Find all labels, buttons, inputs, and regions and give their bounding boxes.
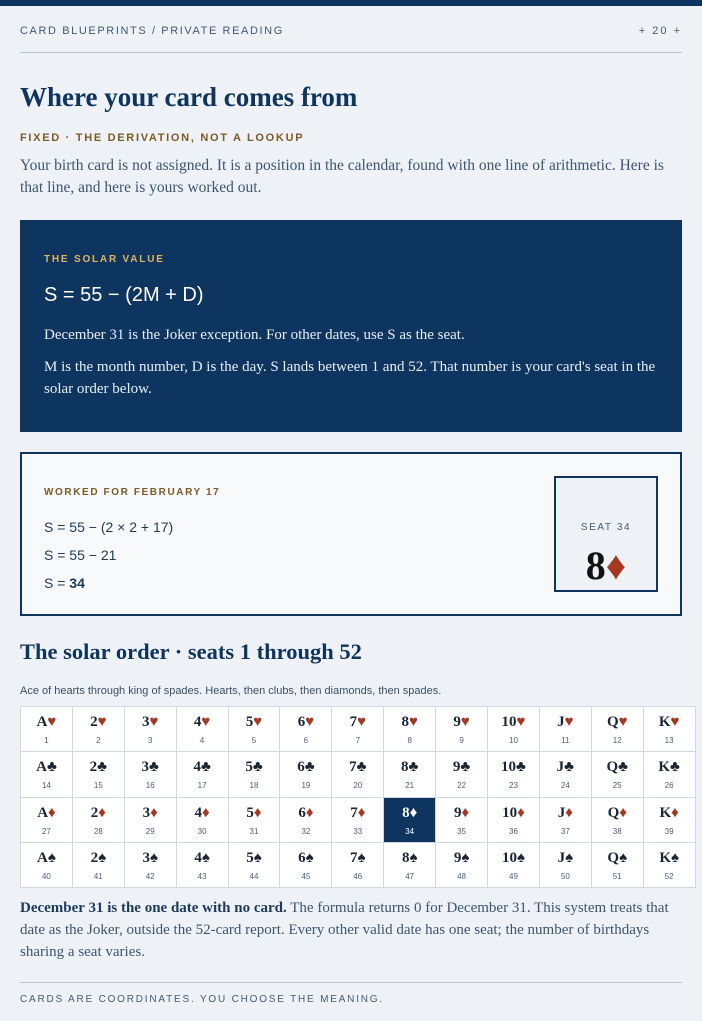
card-rank: 5 (246, 849, 254, 866)
card-label (280, 758, 331, 776)
card-label (436, 849, 487, 867)
card-rank: 2 (90, 804, 99, 821)
grid-cell (280, 707, 332, 752)
suit-icon: ♣ (670, 759, 680, 776)
footnote-text: The formula returns 0 for December 31. This system treats that date as the Joker, outside the 52-card report. Every other valid date has one seat; the number of birthdays sharing a seat varies. (20, 900, 669, 960)
card-label (644, 758, 695, 776)
card-rank: A (37, 804, 49, 821)
grid-cell (228, 707, 280, 752)
card-label (177, 713, 228, 731)
suit-icon: ♥ (305, 714, 315, 730)
grid-cell (332, 842, 384, 887)
suit-icon: ♥ (357, 714, 366, 730)
card-label (21, 758, 72, 776)
grid-cell (176, 707, 228, 752)
suit-icon: ♣ (460, 759, 471, 776)
seat-number: 17 (197, 781, 207, 791)
seat-number: 13 (664, 736, 674, 745)
card-label (177, 758, 228, 776)
suit-icon: ♠ (305, 849, 314, 866)
card-rank: 6 (297, 759, 305, 776)
card-label (229, 758, 280, 776)
grid-cell (332, 752, 384, 797)
card-rank: 5 (246, 804, 254, 821)
grid-cell (436, 797, 488, 842)
suit-icon: ♣ (356, 759, 367, 776)
grid-cell (124, 842, 176, 887)
seat-card-rank: 8 (585, 543, 606, 588)
grid-cell (591, 707, 643, 752)
seat-card (556, 544, 656, 588)
grid-cell (643, 842, 695, 887)
suit-icon: ♦ (305, 804, 314, 821)
seat-number: 9 (459, 736, 464, 745)
suit-icon: ♠ (98, 849, 107, 866)
card-rank: 2 (89, 759, 98, 776)
suit-icon: ♣ (149, 759, 159, 776)
footer-divider (20, 982, 682, 983)
card-label (384, 713, 435, 731)
suit-icon: ♥ (460, 714, 470, 730)
seat-number: 46 (353, 871, 363, 881)
grid-cell (384, 797, 436, 842)
grid-row (21, 707, 696, 752)
seat-number: 31 (249, 826, 259, 836)
card-rank: K (658, 759, 671, 776)
suit-icon: ♠ (201, 849, 210, 866)
grid-cell (488, 842, 540, 887)
card-label (384, 849, 435, 867)
suit-icon: ♣ (516, 759, 526, 776)
suit-icon: ♥ (201, 714, 211, 730)
card-label (592, 713, 643, 731)
seat-number: 19 (301, 781, 311, 791)
seat-number: 27 (41, 826, 51, 836)
grid-cell (488, 752, 540, 797)
intro-paragraph: Your birth card is not assigned. It is a position in the calendar, found with one line of arithmetic. Here is that line, and here is yours worked out. (20, 157, 664, 196)
card-label (540, 849, 591, 867)
card-rank: 9 (453, 804, 462, 821)
card-label (644, 713, 695, 731)
card-rank: 7 (349, 714, 358, 730)
grid-cell (436, 752, 488, 797)
suit-icon: ♣ (46, 759, 57, 776)
seat-number: 43 (197, 871, 207, 881)
card-label (229, 849, 280, 867)
card-rank: 3 (142, 804, 151, 821)
worked-example-kicker: WORKED FOR FEBRUARY 17 (44, 487, 221, 498)
card-label (384, 804, 435, 822)
card-label (177, 804, 228, 822)
solar-order-grid (20, 706, 696, 888)
grid-cell (21, 842, 73, 887)
suit-icon: ♦ (671, 804, 679, 821)
seat-number: 39 (664, 826, 674, 836)
footnote-lead: December 31 is the one date with no card. (20, 900, 287, 916)
card-rank: 7 (350, 849, 358, 866)
suit-icon: ♣ (304, 759, 315, 776)
brand-breadcrumb: CARD BLUEPRINTS / PRIVATE READING (20, 25, 284, 37)
header-divider (20, 52, 682, 53)
seat-number: 37 (560, 826, 570, 836)
card-rank: Q (606, 714, 619, 730)
seat-number: 35 (457, 826, 467, 836)
seat-number: 23 (509, 781, 518, 791)
solar-value-panel (20, 220, 682, 432)
card-rank: 4 (194, 804, 203, 821)
suit-icon: ♦ (202, 804, 210, 821)
suit-icon: ♦ (357, 804, 366, 821)
suit-icon: ♠ (357, 849, 366, 866)
grid-cell (488, 707, 540, 752)
seat-number: 12 (612, 736, 622, 745)
suit-icon: ♦ (565, 804, 573, 821)
seat-number: 44 (249, 871, 259, 881)
seat-number: 49 (509, 871, 518, 881)
card-label (592, 758, 643, 776)
card-rank: 8 (401, 714, 409, 730)
card-rank: 8 (401, 849, 410, 866)
worked-step-3 (44, 575, 85, 591)
card-label (488, 758, 539, 776)
seat-number: 2 (96, 736, 101, 745)
card-label (73, 758, 124, 776)
card-label (21, 849, 72, 867)
page-header (20, 25, 682, 39)
card-label (332, 804, 383, 822)
seat-number: 28 (93, 826, 103, 836)
joker-exception-text: December 31 is the Joker exception. For other dates, use S as the seat. (44, 327, 465, 343)
suit-icon: ♣ (200, 759, 211, 776)
card-label (229, 713, 280, 731)
grid-cell (643, 707, 695, 752)
page-footer: CARDS ARE COORDINATES. YOU CHOOSE THE MEANING. (20, 994, 384, 1005)
card-rank: K (658, 714, 671, 730)
solar-formula: S = 55 − (2M + D) (44, 284, 204, 306)
card-rank: Q (607, 849, 620, 866)
suit-icon: ♣ (408, 759, 419, 776)
seat-number: 10 (509, 736, 518, 745)
card-rank: K (659, 804, 672, 821)
suit-icon: ♠ (409, 849, 418, 866)
seat-number: 29 (145, 826, 155, 836)
card-label (436, 804, 487, 822)
grid-cell (72, 752, 124, 797)
grid-cell (488, 797, 540, 842)
card-label (592, 804, 643, 822)
suit-icon: ♥ (618, 714, 628, 730)
card-rank: 6 (298, 804, 306, 821)
worked-step-1: S = 55 − (2 × 2 + 17) (44, 519, 174, 535)
seat-number: 50 (560, 871, 570, 881)
grid-cell (332, 797, 384, 842)
seat-number: 42 (145, 871, 155, 881)
card-rank: 10 (501, 759, 517, 776)
card-rank: 5 (245, 714, 254, 730)
seat-number: 52 (664, 871, 674, 881)
card-rank: 10 (502, 804, 518, 821)
seat-number: 33 (353, 826, 363, 836)
grid-cell (124, 707, 176, 752)
card-label (436, 758, 487, 776)
top-accent-bar (0, 0, 702, 6)
seat-number: 3 (148, 736, 153, 745)
suit-icon: ♣ (618, 759, 628, 776)
grid-cell (436, 707, 488, 752)
card-rank: 5 (245, 759, 253, 776)
grid-cell (72, 797, 124, 842)
card-label (540, 804, 591, 822)
grid-cell (280, 842, 332, 887)
card-label (177, 849, 228, 867)
card-label (125, 849, 176, 867)
grid-cell (384, 752, 436, 797)
seat-number: 16 (145, 781, 155, 791)
card-rank: J (556, 759, 565, 776)
card-label (436, 713, 487, 731)
seat-number: 14 (41, 781, 51, 791)
suit-icon: ♥ (408, 714, 418, 730)
grid-cell (72, 842, 124, 887)
card-label (21, 713, 72, 731)
card-label (280, 804, 331, 822)
grid-cell (539, 752, 591, 797)
card-label (592, 849, 643, 867)
section-eyebrow: FIXED · THE DERIVATION, NOT A LOOKUP (20, 132, 305, 144)
grid-cell (384, 842, 436, 887)
suit-icon: ♠ (565, 849, 574, 866)
grid-cell (21, 797, 73, 842)
card-rank: 3 (142, 849, 150, 866)
seat-number: 32 (301, 826, 311, 836)
card-label (125, 758, 176, 776)
suit-icon: ♠ (253, 849, 262, 866)
seat-number: 34 (405, 826, 415, 836)
card-label (384, 758, 435, 776)
suit-icon: ♦ (517, 804, 525, 821)
seat-number: 20 (353, 781, 363, 791)
card-rank: 2 (90, 849, 99, 866)
suit-icon: ♦ (150, 804, 158, 821)
suit-icon: ♦ (48, 804, 56, 821)
suit-icon: ♠ (149, 849, 158, 866)
card-label (125, 713, 176, 731)
card-rank: 10 (501, 714, 517, 730)
suit-icon: ♦ (619, 804, 627, 821)
seat-number: 11 (561, 736, 570, 745)
suit-icon: ♠ (461, 849, 470, 866)
card-rank: 10 (501, 849, 517, 866)
grid-cell (539, 842, 591, 887)
worked-step-3-prefix: S = (44, 575, 70, 591)
suit-icon: ♥ (670, 714, 680, 730)
card-label (280, 713, 331, 731)
seat-number: 1 (44, 736, 49, 745)
grid-row (21, 752, 696, 797)
card-rank: J (557, 714, 565, 730)
card-rank: 6 (298, 849, 306, 866)
card-label (332, 849, 383, 867)
seat-number: 47 (405, 871, 415, 881)
seat-number: 41 (93, 871, 103, 881)
grid-row (21, 842, 696, 887)
grid-cell (228, 842, 280, 887)
page-title: Where your card comes from (20, 82, 358, 112)
seat-number: 30 (197, 826, 207, 836)
card-rank: A (36, 714, 48, 730)
seat-number: 26 (664, 781, 674, 791)
suit-icon: ♠ (47, 849, 56, 866)
seat-number: 45 (301, 871, 311, 881)
card-rank: 4 (193, 714, 202, 730)
seat-number: 18 (249, 781, 259, 791)
card-rank: K (659, 849, 671, 866)
seat-card-box (554, 476, 658, 592)
suit-icon: ♦ (409, 804, 418, 821)
grid-cell (591, 842, 643, 887)
formula-explanation-text: M is the month number, D is the day. S lands between 1 and 52. That number is your card's seat in the solar order below. (44, 359, 656, 397)
suit-icon: ♠ (670, 849, 679, 866)
grid-cell (21, 752, 73, 797)
card-rank: Q (606, 759, 619, 776)
seat-number: 4 (199, 736, 205, 745)
card-label (73, 804, 124, 822)
card-rank: 2 (90, 714, 98, 730)
card-label (21, 804, 72, 822)
grid-cell (124, 752, 176, 797)
suit-icon: ♦ (98, 804, 106, 821)
seat-number: 15 (93, 781, 103, 791)
card-rank: 3 (142, 714, 150, 730)
card-rank: 8 (402, 804, 410, 821)
grid-cell (176, 842, 228, 887)
worked-example-panel (20, 452, 682, 616)
solar-order-title: The solar order · seats 1 through 52 (20, 639, 362, 664)
card-label (488, 849, 539, 867)
card-rank: J (557, 804, 566, 821)
card-rank: 8 (401, 759, 409, 776)
seat-number: 21 (405, 781, 415, 791)
seat-number: 38 (612, 826, 622, 836)
seat-label: SEAT 34 (580, 522, 632, 533)
seat-number: 24 (560, 781, 570, 791)
seat-number: 36 (509, 826, 518, 836)
grid-cell (591, 797, 643, 842)
seat-number: 48 (457, 871, 467, 881)
card-label (280, 849, 331, 867)
suit-icon: ♥ (516, 714, 526, 730)
seat-number: 22 (457, 781, 467, 791)
diamond-suit-icon: ♦ (605, 543, 627, 588)
card-label (644, 849, 695, 867)
card-rank: Q (607, 804, 620, 821)
card-label (125, 804, 176, 822)
suit-icon: ♥ (253, 714, 263, 730)
page-marker: + 20 + (638, 25, 682, 37)
seat-number: 7 (355, 736, 361, 745)
suit-icon: ♣ (97, 759, 107, 776)
suit-icon: ♣ (564, 759, 575, 776)
suit-icon: ♥ (97, 714, 107, 730)
grid-cell (72, 707, 124, 752)
grid-cell (280, 797, 332, 842)
suit-icon: ♥ (564, 714, 574, 730)
suit-icon: ♥ (149, 714, 159, 730)
grid-cell (21, 707, 73, 752)
grid-cell (228, 752, 280, 797)
card-rank: 3 (141, 759, 150, 776)
grid-cell (176, 797, 228, 842)
grid-cell (591, 752, 643, 797)
card-label (73, 713, 124, 731)
card-label (540, 713, 591, 731)
grid-cell (228, 797, 280, 842)
seat-number: 51 (612, 871, 622, 881)
solar-value-kicker: THE SOLAR VALUE (44, 254, 165, 265)
grid-cell (643, 752, 695, 797)
card-label (488, 713, 539, 731)
grid-cell (539, 707, 591, 752)
grid-cell (176, 752, 228, 797)
grid-row (21, 797, 696, 842)
card-label (332, 758, 383, 776)
card-rank: 7 (349, 759, 357, 776)
grid-cell (539, 797, 591, 842)
card-rank: A (37, 849, 48, 866)
suit-icon: ♦ (253, 804, 262, 821)
suit-icon: ♦ (461, 804, 470, 821)
card-rank: A (36, 759, 47, 776)
card-rank: J (557, 849, 566, 866)
solar-order-note: Ace of hearts through king of spades. Hearts, then clubs, then diamonds, then spades. (20, 685, 442, 697)
card-label (73, 849, 124, 867)
december-31-footnote (20, 897, 682, 963)
grid-cell (280, 752, 332, 797)
card-rank: 7 (350, 804, 358, 821)
card-rank: 4 (193, 759, 201, 776)
grid-cell (384, 707, 436, 752)
seat-number: 5 (251, 736, 257, 745)
card-label (229, 804, 280, 822)
card-label (644, 804, 695, 822)
seat-number: 8 (407, 736, 412, 745)
grid-cell (124, 797, 176, 842)
suit-icon: ♥ (47, 714, 57, 730)
seat-number: 6 (303, 736, 309, 745)
card-label (332, 713, 383, 731)
worked-result-value: 34 (69, 575, 85, 591)
worked-step-2: S = 55 − 21 (44, 547, 117, 563)
card-rank: 4 (194, 849, 202, 866)
seat-number: 40 (41, 871, 51, 881)
card-rank: 6 (297, 714, 306, 730)
grid-cell (436, 842, 488, 887)
grid-cell (643, 797, 695, 842)
suit-icon: ♣ (252, 759, 263, 776)
card-label (540, 758, 591, 776)
seat-number: 25 (612, 781, 622, 791)
card-rank: 9 (453, 849, 462, 866)
card-rank: 9 (452, 759, 461, 776)
card-rank: 9 (453, 714, 461, 730)
card-label (488, 804, 539, 822)
suit-icon: ♠ (619, 849, 628, 866)
suit-icon: ♠ (516, 849, 525, 866)
grid-cell (332, 707, 384, 752)
